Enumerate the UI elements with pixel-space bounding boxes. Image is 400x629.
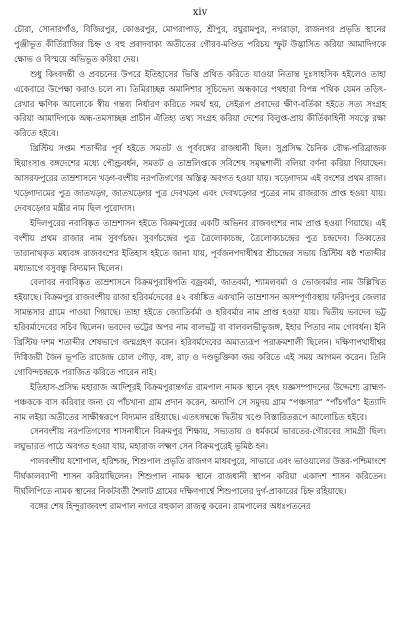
body-text xyxy=(14,22,386,514)
paragraph-6: ইতিহাস-প্রসিদ্ধ মহারাজ আদিশূরই বিক্রমপুরান্তর্গত রামপাল নামক স্থানে বৃহৎ যজ্ঞসম্পাদনের উদ্দেশ্যে ব্রাহ্মণ-পঞ্চককে বাস করিবার জন্য যে পাঁচখানা গ্রাম প্রদান করেন, অদ্যাপি সে সমুদয় গ্রাম “পঞ্চসার” “পাঁচগাঁও” ইত্যাদি নাম লইয়া অতীতের সাক্ষীস্বরূপে বিদ্যমান রহিয়াছে। এতৎসম্বন্ধে দ্বিতীয় খণ্ডে বিস্তারিতরূপে আলোচিত হইবে। xyxy=(14,381,386,422)
paragraph-2: শুধু কিংবদন্তী ও প্রবচনের উপরে ইতিহাসের ভিত্তি প্রথিত করিতে যাওয়া নিতান্ত দুঃসাহসিক হইলেও তাহা একেবারে উপেক্ষা করাও চলে না। তিমিরাচ্ছন্ন অমানিশার সূচিভেদ্য অন্ধকারে পথহারা বিপন্ন পথিক যেমন তড়িৎ-রেখার ক্ষণিক আলোকে স্বীয় গন্তব্য নির্ধারণ করিতে সমর্থ হয়, সেইরূপ প্রবাদের ক্ষীণ-বর্তিকা হইতে সত্য সংগ্রহ করিয়া আমাদিগকে অন্ধ-তমসাচ্ছন্ন প্রাচীন ঐতিহ্য তথ্য সংগ্রহ করিয়া দেশের বিলুপ্ত-প্রায় কীর্তিকাহিনী সযত্নে রক্ষা করিতে হইবে। xyxy=(14,68,386,139)
paragraph-7: সেনবংশীয় নরপতিগণের শাসনাধীনে বিক্রমপুর শিক্ষায়, সভ্যতায় ও ধর্মকর্মে ভারতের-গৌরবের সামগ্রী ছিল। লঘুভারত পাঠে অবগত হওয়া যায়, মহারাজ লক্ষ্মণ সেন বিক্রমপুরেই ভূমিষ্ঠ হন। xyxy=(14,426,386,452)
page-number: xiv xyxy=(192,7,208,18)
paragraph-3: খ্রিস্টিয় সপ্তম শতাব্দীর পূর্ব হইতে সমতট ও পূর্ববঙ্গের রাজধানী ছিল। সুপ্রসিদ্ধ চৈনিক বৌদ্ধ-পরিব্রাজক হিয়াংসাঙ বঙ্গদেশের মধ্যে পৌণ্ড্রবর্ধন, সমতট ও তাম্রলিপ্তকে সবিশেষ সমৃদ্ধশালী বলিয়া বর্ণনা করিয়া গিয়াছেন। আসরফপুরের তাম্রশাসনে খড়্গ-বংশীয় নরপতিগণের অস্তিত্ব অবগত হওয়া যায়। খড়্গোদ্যম এই বংশের প্রথম রাজা। খড়্গোদ্যমের পুত্র জাতখড়্গ, জাতখড়্গের পুত্র দেবখড়্গ এবং দেবখড়্গের পুত্রের নাম রাজরাজ প্রাপ্ত হওয়া যায়। দেবখড়্গের মন্ত্রীর নাম ছিল পুরোদাস। xyxy=(14,143,386,213)
paragraph-8: পালবংশীয় যশোপাল, হরিশ্চন্দ্র, শিশুপাল প্রভৃতি রাজগণ মাধবপুরে, সাভারে এবং ভাওয়ালের উত্তর-পশ্চিমাংশে দীর্ঘকালব্যাপী শাসন করিয়াছিলেন। শিশুপাল নামক স্থানে রাজধানী স্থাপন করিয়া একাদশ শাসন করিতেন। দীর্ঘলিপিতে নামক স্থানের নিকটবর্তী শৈলাট গ্রামের দক্ষিণপার্শ্বে শিশুপালের দুর্গ-প্রাকারের চিহ্ন রহিয়াছে। xyxy=(14,456,386,497)
paragraph-4: ইদিলপুরের নবাবিষ্কৃত তাম্রশাসন হইতে বিক্রমপুরের একটি অভিনব রাজবংশের নাম প্রাপ্ত হওয়া গিয়াছে। এই বংশীয় প্রথম রাজার নাম সুবর্ণচন্দ্র। সুবর্ণচন্দ্রের পুত্র ত্রৈলোক্যচন্দ্র, ত্রৈলোক্যচন্দ্রের পুত্র চন্দ্রদেব। তিব্বতের তারানাথকৃত মধ্যবঙ্গ রাজবংশের ইতিহাস হইতে জানা যায়, পূর্বজনপদাধীশ্বর শ্রীচন্দ্রের সভায় খ্রিস্টিয় ষষ্ঠ শতাব্দীর মধ্যভাগে বসুবন্ধু বিদ্যমান ছিলেন। xyxy=(14,217,386,273)
paragraph-5: বেলাবর নবাবিষ্কৃত তাম্রশাসনে বিক্রমপুরাধিপতি বজ্রবর্মা, জাতবর্মা, শ্যামলবর্মা ও ভোজবর্মার নাম উল্লিখিত হইয়াছে। বিক্রমপুর রাজবংশীয় রাজা হরিবর্মদেবের ৪২ বর্ষাঙ্কিত একখানি তাম্রশাসন অসম্পূর্ণাবস্থায় ফরিদপুর জেলার সামন্তসার গ্রামে পাওয়া গিয়াছে। তাহা হইতে জ্যোতির্বর্মা ও হরিবর্মার নাম প্রাপ্ত হওয়া যায়। দ্বিতীয় ভবদেব ভট্ট হরিবর্মাদেবের সচিব ছিলেন। ভবদেব ভট্টের অপর নাম বালভট্ট বা বালবলভীভুজঙ্গ, ইহার পিতার নাম গোবর্ধন। ইনি খ্রিস্টিয় দশম শতাব্দীর শেষভাগে জন্মগ্রহণ করেন। হরিবর্মদেবের অমাত্যরূপ পরাক্রমশালী ছিলেন। দক্ষিণাপথাধীশ্বর দিগ্বিজয়ী জৈন ভূপতি রাজেন্দ্র চোল গৌড়, বঙ্গ, রাঢ় ও দণ্ডভুক্তিকা জয় করিতে এই সময় আগমন করেন। তিনি গোবিন্দচন্দ্রকে পরাজিত করিতে পারেন নাই। xyxy=(14,277,386,377)
paragraph-9: বঙ্গের শেষ হিন্দুরাজবংশ রামপাল নগরে বহুকাল রাজত্ব করেন। রামপালের অধঃপতনের xyxy=(30,501,311,511)
paragraph-1: চৌরা, সোনারগাঁও, বিজিরপুর, কোঙরপুর, মোগরাপাড়, শ্রীপুর, রঘুরামপুর, নগরাড়া, রাজনগর প্রভৃতি স্থানের পুঞ্জীভূত কীর্তিরাজির চিহ্ন ও বহু প্রবাদবাক্য অতীতের গৌরব-মণ্ডিত পরিচয় স্ফুট উদ্ভাসিত করিয়া আমাদিগকে ক্ষোভ ও বিস্ময়ে অভিভূত করিয়া দেয়। xyxy=(14,24,386,64)
